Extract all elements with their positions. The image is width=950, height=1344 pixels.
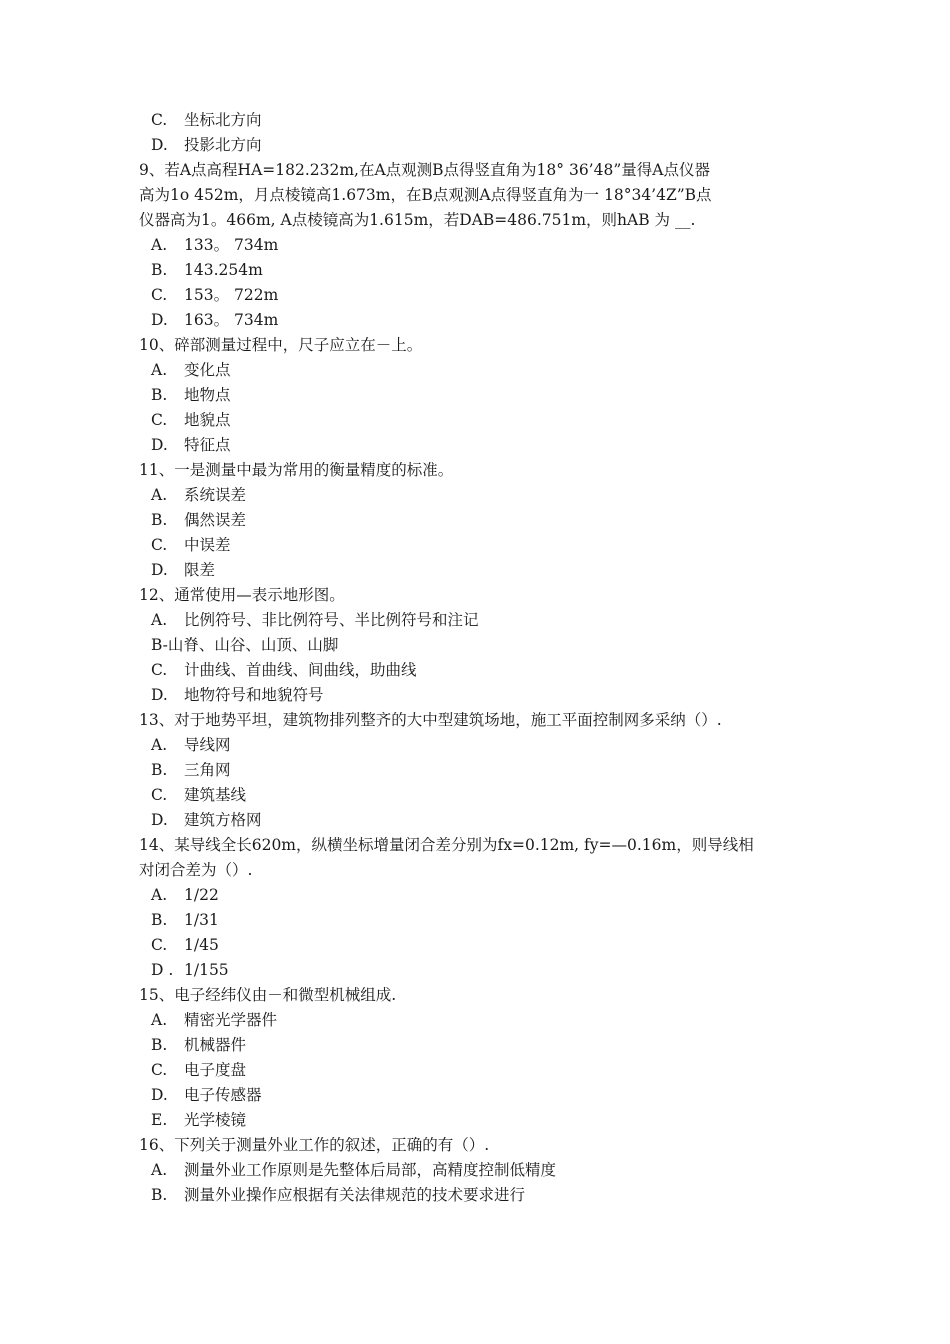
option-d: D. 投影北方向 bbox=[151, 136, 262, 154]
option-c: C. 地貌点 bbox=[151, 411, 231, 429]
question-9-line-2: 高为1o 452m，月点棱镜高1.673m，在B点观测A点得竖直角为一 18°34’4Z”B点 bbox=[139, 186, 712, 204]
question-9-line-1: 9、若A点高程HA=182.232m,在A点观测B点得竖直角为18° 36’48”量得A点仪器 bbox=[139, 161, 710, 179]
option-b: B. 地物点 bbox=[151, 386, 231, 404]
question-11: 11、一是测量中最为常用的衡量精度的标准。 bbox=[139, 461, 454, 479]
option-c: C. 电子度盘 bbox=[151, 1061, 247, 1079]
question-12: 12、通常使用—表示地形图。 bbox=[139, 586, 345, 604]
option-b: B. 三角网 bbox=[151, 761, 231, 779]
option-b: B. 1/31 bbox=[151, 911, 219, 929]
option-b: B. 143.254m bbox=[151, 261, 263, 279]
question-13: 13、对于地势平坦，建筑物排列整齐的大中型建筑场地，施工平面控制网多采纳（）. bbox=[139, 711, 722, 729]
option-a: A. 变化点 bbox=[151, 361, 231, 379]
question-14-line-1: 14、某导线全长620m，纵横坐标增量闭合差分别为fx=0.12m, fy=—0.16m，则导线相 bbox=[139, 836, 754, 854]
option-c: C. 153。 722m bbox=[151, 286, 279, 304]
question-10: 10、碎部测量过程中，尺子应立在－上。 bbox=[139, 336, 423, 354]
option-c: C. 坐标北方向 bbox=[151, 111, 262, 129]
option-d: D. 电子传感器 bbox=[151, 1086, 262, 1104]
option-a: A. 系统误差 bbox=[151, 486, 247, 504]
option-e: E. 光学棱镜 bbox=[151, 1111, 247, 1129]
option-a: A. 1/22 bbox=[151, 886, 219, 904]
option-b: B. 测量外业操作应根据有关法律规范的技术要求进行 bbox=[151, 1186, 526, 1204]
option-d: D. 限差 bbox=[151, 561, 216, 579]
option-a: A. 测量外业工作原则是先整体后局部，高精度控制低精度 bbox=[151, 1161, 557, 1179]
option-d: D . 1/155 bbox=[151, 961, 229, 979]
option-b: B. 机械器件 bbox=[151, 1036, 247, 1054]
option-c: C. 计曲线、首曲线、间曲线，助曲线 bbox=[151, 661, 417, 679]
option-b: B-山脊、山谷、山顶、山脚 bbox=[151, 636, 339, 654]
question-9-line-3: 仪器高为1。466m, A点棱镜高为1.615m，若DAB=486.751m，则hAB 为 __. bbox=[139, 211, 696, 229]
option-c: C. 建筑基线 bbox=[151, 786, 247, 804]
option-a: A. 133。 734m bbox=[151, 236, 279, 254]
option-a: A. 比例符号、非比例符号、半比例符号和注记 bbox=[151, 611, 479, 629]
question-list bbox=[139, 108, 829, 1208]
option-a: A. 导线网 bbox=[151, 736, 231, 754]
option-d: D. 特征点 bbox=[151, 436, 231, 454]
question-15: 15、电子经纬仪由－和微型机械组成. bbox=[139, 986, 397, 1004]
option-d: D. 建筑方格网 bbox=[151, 811, 262, 829]
question-16: 16、下列关于测量外业工作的叙述，正确的有（）. bbox=[139, 1136, 490, 1154]
option-c: C. 中误差 bbox=[151, 536, 231, 554]
question-14-line-2: 对闭合差为（）. bbox=[139, 861, 253, 879]
option-c: C. 1/45 bbox=[151, 936, 219, 954]
option-b: B. 偶然误差 bbox=[151, 511, 247, 529]
option-d: D. 地物符号和地貌符号 bbox=[151, 686, 324, 704]
option-a: A. 精密光学器件 bbox=[151, 1011, 278, 1029]
option-d: D. 163。 734m bbox=[151, 311, 279, 329]
